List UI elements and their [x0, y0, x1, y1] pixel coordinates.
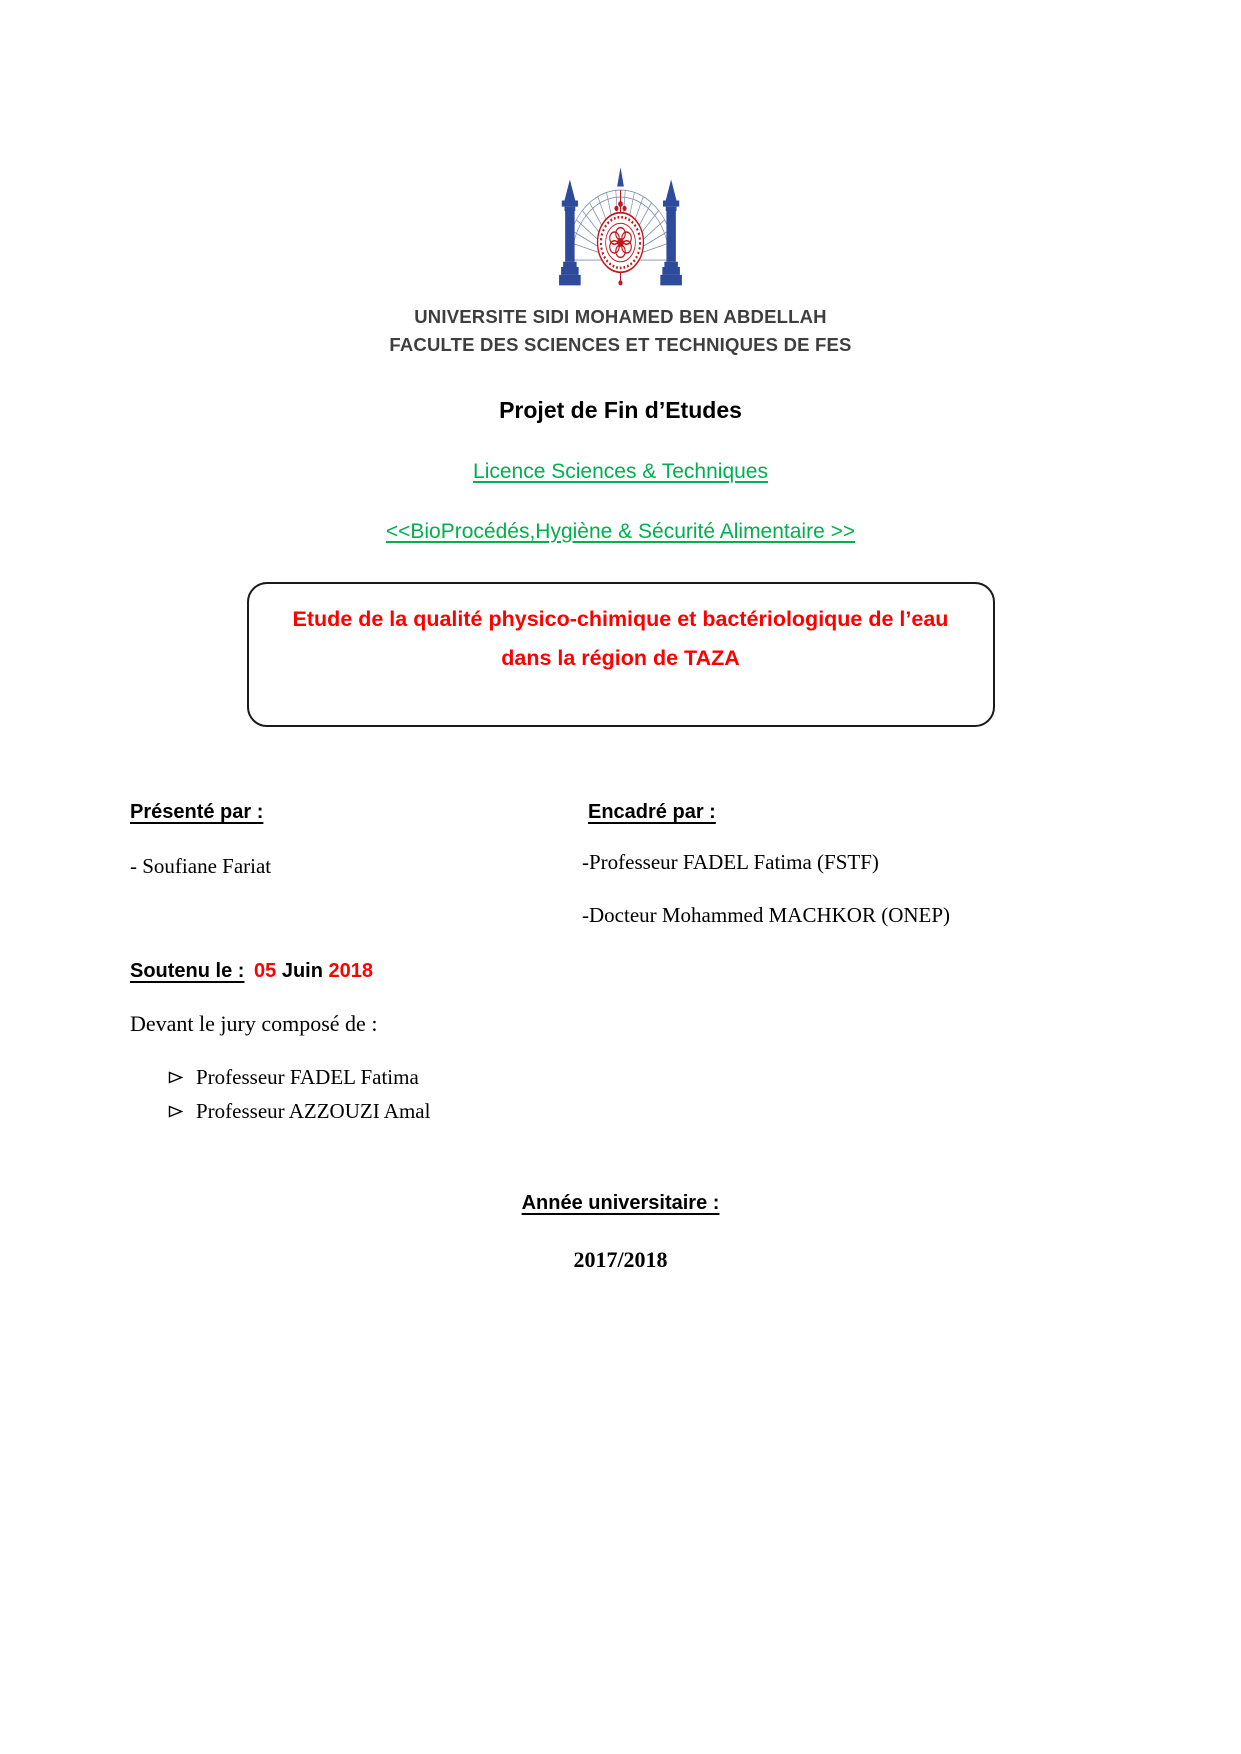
supervised-by-column: [582, 801, 1111, 928]
defense-date-label: Soutenu le :: [130, 960, 245, 983]
jury-member-row: [168, 1099, 1111, 1124]
thesis-title-box: [247, 582, 995, 728]
university-logo: [130, 155, 1111, 295]
jury-intro: Devant le jury composé de :: [130, 1011, 378, 1037]
specialty-line: <<BioProcédés,Hygiène & Sécurité Alimentaire >>: [385, 519, 856, 543]
medallion: [598, 190, 644, 285]
defense-date-line: [130, 960, 1111, 983]
jury-member-name: Professeur AZZOUZI Amal: [196, 1099, 431, 1124]
presented-by-label: Présenté par :: [130, 801, 264, 824]
arrow-bullet-icon: [168, 1071, 183, 1084]
thesis-title-line2: dans la région de TAZA: [501, 646, 740, 671]
supervised-by-label: Encadré par :: [588, 801, 716, 824]
defense-month: Juin: [281, 960, 323, 983]
thesis-title-line1: Etude de la qualité physico-chimique et bactériologique de l’eau: [292, 606, 949, 631]
arrow-bullet-icon: [168, 1105, 183, 1118]
supervisor-2: -Docteur Mohammed MACHKOR (ONEP): [582, 903, 951, 928]
university-name: UNIVERSITE SIDI MOHAMED BEN ABDELLAH: [414, 306, 827, 327]
supervisor-1: -Professeur FADEL Fatima (FSTF): [582, 850, 879, 875]
faculty-name: FACULTE DES SCIENCES ET TECHNIQUES DE FES: [389, 333, 852, 355]
defense-year: 2018: [328, 960, 374, 983]
university-emblem-icon: [553, 155, 688, 295]
author-name: - Soufiane Fariat: [130, 854, 272, 879]
academic-year-section: [130, 1192, 1111, 1215]
academic-year-label: Année universitaire :: [521, 1192, 720, 1215]
presented-by-column: [130, 801, 582, 879]
project-type-title: Projet de Fin d’Etudes: [499, 396, 742, 423]
jury-list: [130, 1065, 1111, 1124]
arch-finial: [617, 167, 624, 186]
academic-year-value: 2017/2018: [573, 1247, 668, 1273]
defense-day: 05: [254, 960, 277, 983]
jury-member-name: Professeur FADEL Fatima: [196, 1065, 419, 1090]
degree-line: Licence Sciences & Techniques: [473, 459, 768, 483]
jury-member-row: [168, 1065, 1111, 1090]
credits-section: [130, 801, 1111, 928]
